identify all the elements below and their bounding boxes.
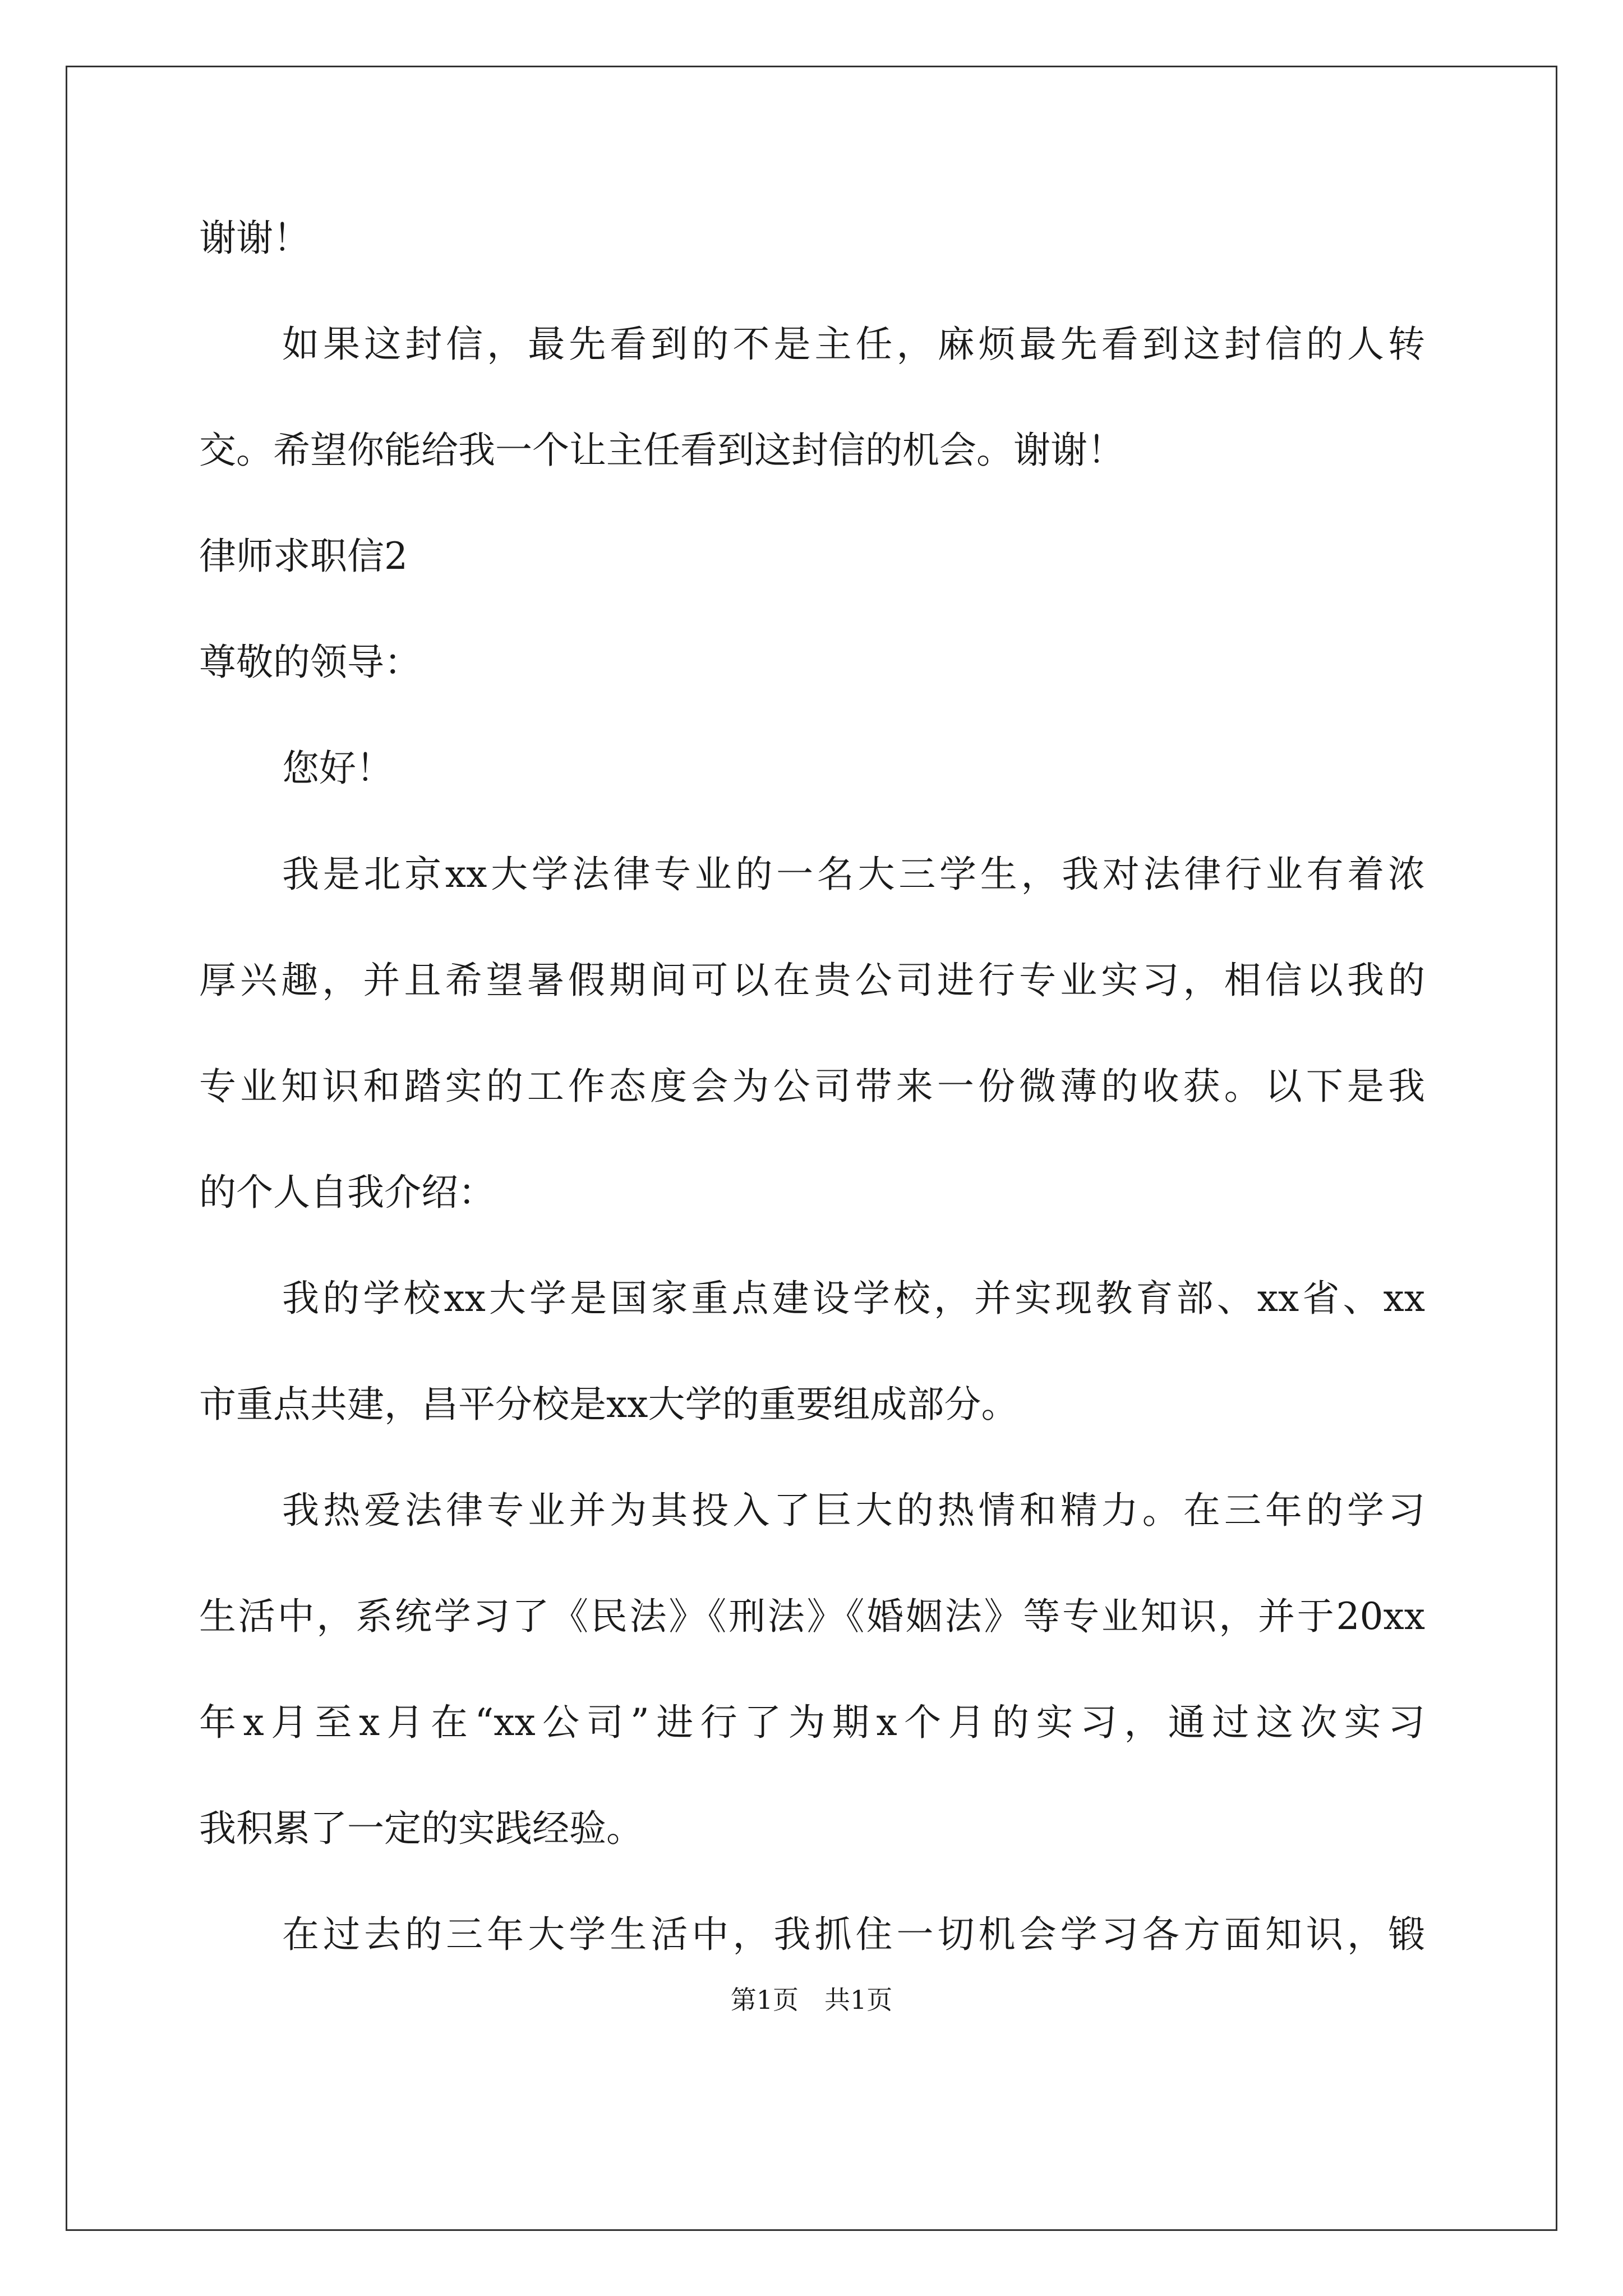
text-line: 的个人自我介绍： [199,1171,495,1214]
text-line: 交。希望你能给我一个让主任看到这封信的机会。谢谢！ [199,429,1124,472]
salutation: 尊敬的领导： [199,641,421,684]
text-line: 厚兴趣，并且希望暑假期间可以在贵公司进行专业实习，相信以我的 [199,959,1425,1002]
text-line: 市重点共建，昌平分校是xx大学的重要组成部分。 [199,1383,1018,1426]
greeting: 您好！ [282,747,393,790]
text-line: 生活中，系统学习了《民法》《刑法》《婚姻法》等专业知识，并于20xx [199,1595,1425,1638]
section-title: 律师求职信2 [199,535,408,578]
page-border [66,66,1557,2231]
page-footer [0,1983,1623,2017]
text-line: 在过去的三年大学生活中，我抓住一切机会学习各方面知识，锻 [282,1913,1425,1956]
page-number: 第1页 共1页 [730,1985,893,2015]
text-line: 谢谢！ [199,217,310,260]
text-line: 年x月至x月在“xx公司”进行了为期x个月的实习，通过这次实习 [199,1701,1425,1744]
text-line: 我积累了一定的实践经验。 [199,1807,643,1850]
text-line: 我是北京xx大学法律专业的一名大三学生，我对法律行业有着浓 [282,853,1425,896]
text-line: 如果这封信，最先看到的不是主任，麻烦最先看到这封信的人转 [282,323,1425,366]
text-line: 专业知识和踏实的工作态度会为公司带来一份微薄的收获。以下是我 [199,1065,1425,1108]
text-line: 我热爱法律专业并为其投入了巨大的热情和精力。在三年的学习 [282,1489,1425,1532]
text-line: 我的学校xx大学是国家重点建设学校，并实现教育部、xx省、xx [282,1277,1425,1320]
